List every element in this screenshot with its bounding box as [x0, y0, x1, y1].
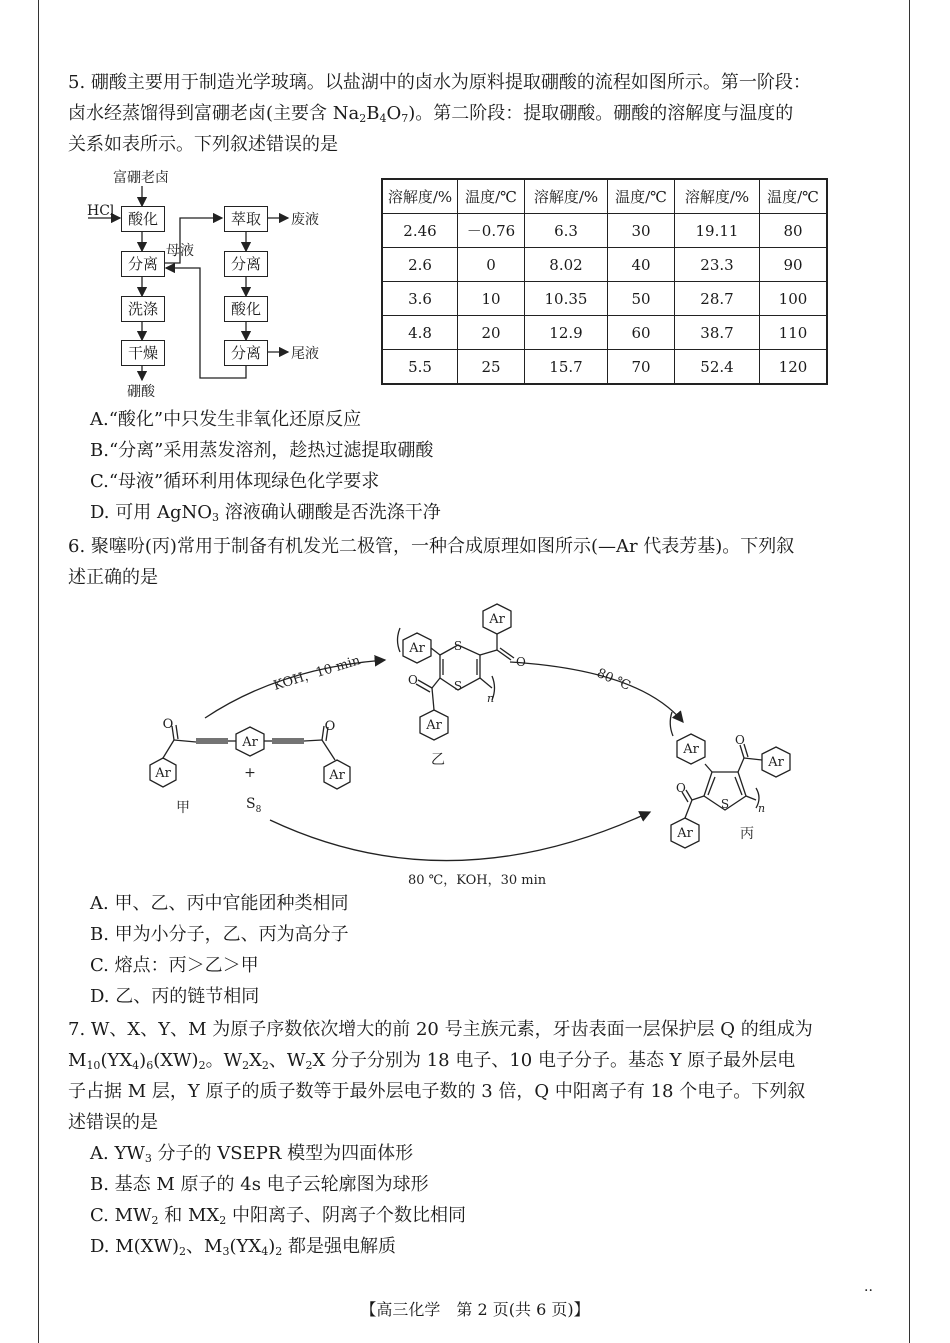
table-cell: 100	[760, 282, 828, 316]
flow-acidify: 酸化	[121, 206, 165, 232]
table-cell: 2.46	[382, 214, 458, 248]
q5-option-b: B.“分离”采用蒸发溶剂，趁热过滤提取硼酸	[90, 440, 434, 461]
jia-plus: +	[244, 765, 256, 781]
s8-label: $S_8$	[246, 796, 262, 815]
q5-option-a: A.“酸化”中只发生非氧化还原反应	[90, 409, 362, 430]
table-cell: 30	[608, 214, 675, 248]
flow-acidify2: 酸化	[224, 296, 268, 322]
table-cell: 19.11	[675, 214, 760, 248]
table-cell: 3.6	[382, 282, 458, 316]
table-cell: 23.3	[675, 248, 760, 282]
table-cell: 0	[458, 248, 525, 282]
table-cell: 20	[458, 316, 525, 350]
yi-n: n	[487, 692, 495, 705]
table-cell: 12.9	[525, 316, 608, 350]
cond-top: KOH，10 min	[271, 653, 363, 694]
q7-line4: 述错误的是	[68, 1112, 158, 1133]
q6-option-c: C. 熔点：丙＞乙＞甲	[90, 955, 259, 976]
flow-waste: 废液	[291, 212, 319, 228]
table-header: 溶解度/%	[525, 179, 608, 214]
jia-o-left: O	[162, 717, 174, 732]
table-cell: 6.3	[525, 214, 608, 248]
yi-ar-right: Ar	[489, 612, 505, 627]
q5-line1: 5. 硼酸主要用于制造光学玻璃。以盐湖中的卤水为原料提取硼酸的流程如图所示。第一阶段：	[68, 72, 811, 93]
q6-option-b: B. 甲为小分子，乙、丙为高分子	[90, 924, 349, 945]
q6-option-d: D. 乙、丙的链节相同	[90, 986, 260, 1007]
q7-option-a: A. $YW_3$ 分子的 VSEPR 模型为四面体形	[90, 1143, 414, 1165]
table-cell: 28.7	[675, 282, 760, 316]
table-cell: 15.7	[525, 350, 608, 385]
q7-line1: 7. W、X、Y、M 为原子序数依次增大的前 20 号主族元素，牙齿表面一层保护层 Q 的组成为	[68, 1019, 813, 1040]
yi-name: 乙	[431, 752, 445, 768]
cond-bottom: 80 ℃，KOH，30 min	[408, 873, 547, 888]
table-cell: 60	[608, 316, 675, 350]
yi-s-top: S	[453, 639, 463, 653]
table-header: 溶解度/%	[382, 179, 458, 214]
table-cell: 120	[760, 350, 828, 385]
table-header: 温度/℃	[458, 179, 525, 214]
table-cell: 25	[458, 350, 525, 385]
table-header: 温度/℃	[608, 179, 675, 214]
flow-product: 硼酸	[127, 384, 155, 400]
table-cell: 5.5	[382, 350, 458, 385]
flow-separate: 分离	[121, 251, 165, 277]
jia-ar-right: Ar	[329, 768, 345, 783]
bing-ar-right: Ar	[768, 755, 784, 770]
flow-hcl: HCl	[87, 203, 115, 219]
yi-s-bottom: S	[453, 679, 463, 693]
table-cell: 40	[608, 248, 675, 282]
jia-o-right: O	[324, 719, 336, 734]
table-cell: 110	[760, 316, 828, 350]
table-cell: 90	[760, 248, 828, 282]
yi-o-left: O	[408, 673, 418, 687]
table-cell: 80	[760, 214, 828, 248]
q5-option-c: C.“母液”循环利用体现绿色化学要求	[90, 471, 380, 492]
q7-option-d: D. $M(XW)_2$、$M_3(YX_4)_2$ 都是强电解质	[90, 1236, 396, 1258]
table-cell: 38.7	[675, 316, 760, 350]
bing-s: S	[720, 797, 730, 811]
flow-tail: 尾液	[291, 346, 319, 362]
bing-o-right: O	[735, 733, 745, 747]
bing-n: n	[758, 802, 766, 815]
yi-o-right: O	[516, 655, 526, 669]
q5-option-d: D. 可用 AgNO$_3$ 溶液确认硼酸是否洗涤干净	[90, 502, 441, 524]
flow-wash: 洗涤	[121, 296, 165, 322]
table-header: 溶解度/%	[675, 179, 760, 214]
bing-ar-bottom: Ar	[677, 826, 693, 841]
table-cell: 4.8	[382, 316, 458, 350]
q7-line2: $M_{10}(YX_4)_6(XW)_2$。$W_2X_2$、$W_2X$ 分子分别为 18 电子、10 电子分子。基态 Y 原子最外层电	[68, 1050, 796, 1072]
flow-dry: 干燥	[121, 340, 165, 366]
table-header: 温度/℃	[760, 179, 828, 214]
bing-ar-top: Ar	[683, 742, 699, 757]
cond-right: 80 ℃	[594, 665, 633, 694]
table-cell: 70	[608, 350, 675, 385]
flow-feed: 富硼老卤	[113, 170, 169, 186]
table-cell: 10.35	[525, 282, 608, 316]
jia-ar-left: Ar	[155, 766, 171, 781]
table-cell: 8.02	[525, 248, 608, 282]
q7-option-c: C. $MW_2$ 和 $MX_2$ 中阳离子、阴离子个数比相同	[90, 1205, 466, 1227]
q7-option-b: B. 基态 M 原子的 4s 电子云轮廓图为球形	[90, 1174, 429, 1195]
q6-line1: 6. 聚噻吩(丙)常用于制备有机发光二极管，一种合成原理如图所示(—Ar 代表芳基)。下列叙	[68, 536, 795, 557]
page-footer: 【高三化学 第 2 页(共 6 页)】	[360, 1300, 590, 1319]
bing-o-left: O	[676, 781, 686, 795]
q5-line3: 关系如表所示。下列叙述错误的是	[68, 134, 338, 155]
footer-dots: ··	[864, 1283, 873, 1299]
table-cell: 2.6	[382, 248, 458, 282]
yi-ar-bottom: Ar	[426, 718, 442, 733]
yi-ar-left: Ar	[409, 641, 425, 656]
table-cell: 52.4	[675, 350, 760, 385]
q7-line3: 子占据 M 层，Y 原子的质子数等于最外层电子数的 3 倍，Q 中阳离子有 18 个电子。下列叙	[68, 1081, 806, 1102]
flow-separate3: 分离	[224, 340, 268, 366]
flow-separate2: 分离	[224, 251, 268, 277]
jia-ar-center: Ar	[242, 735, 258, 750]
bing-name: 丙	[740, 826, 754, 842]
table-cell: －0.76	[458, 214, 525, 248]
jia-name: 甲	[176, 800, 190, 816]
flow-extract: 萃取	[224, 206, 268, 232]
q6-line2: 述正确的是	[68, 567, 158, 588]
q6-option-a: A. 甲、乙、丙中官能团种类相同	[90, 893, 349, 914]
flow-mother: 母液	[166, 243, 194, 259]
table-cell: 10	[458, 282, 525, 316]
table-cell: 50	[608, 282, 675, 316]
q5-line2: 卤水经蒸馏得到富硼老卤(主要含 $Na_2B_4O_7$)。第二阶段：提取硼酸。硼酸的溶解度与温度的	[68, 103, 794, 125]
